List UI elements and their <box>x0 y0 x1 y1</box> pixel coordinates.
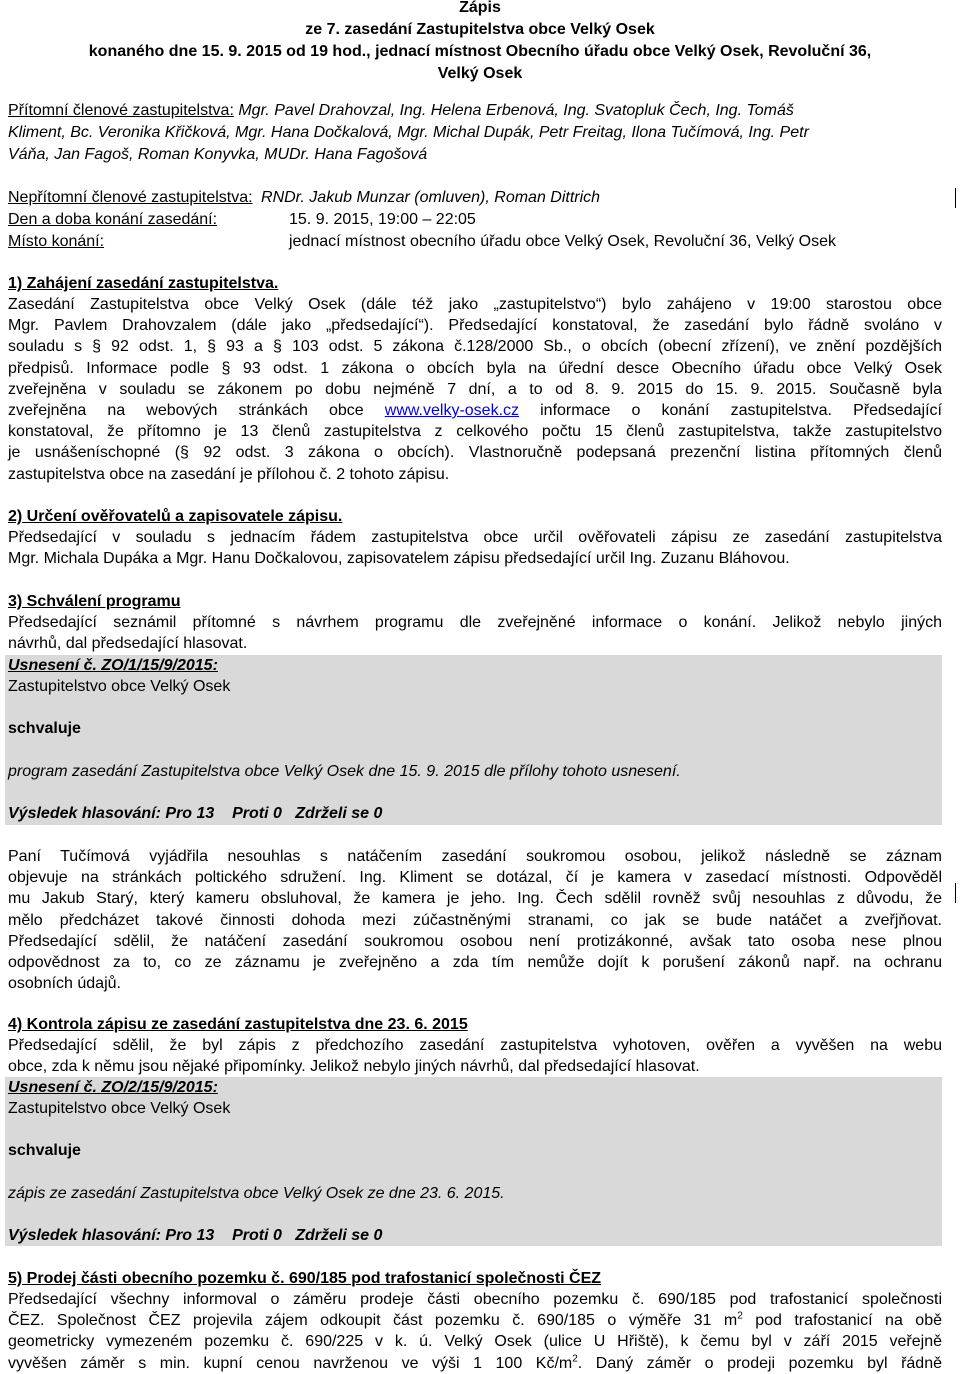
section1-line6 <box>8 400 942 421</box>
discussion-line3: mu Jakub Starý, který kameru obsluhoval, že kamera je jeho. Ing. Čech sdělil rovněž svůj nesouhlas z důvodu, že <box>8 890 942 908</box>
section1-line6-post: informace o konání zastupitelstva. Předsedající <box>519 402 943 420</box>
section2-body <box>8 527 942 569</box>
resolution2-body: Zastupitelstvo obce Velký Osek <box>8 1100 231 1117</box>
discussion-line6: odpovědnost za to, co ze záznamu je zveřejněno a zda tím nemůže dojít k porušení zákonů např. na ochranu <box>8 954 942 972</box>
revision-bar <box>955 188 956 208</box>
meeting-date-value: 15. 9. 2015, 19:00 – 22:05 <box>289 211 476 228</box>
resolution2-id: Usnesení č. ZO/2/15/9/2015: <box>8 1079 218 1096</box>
section5-line4-sup: 2 <box>572 1353 578 1365</box>
section5-line4-pre: vyvěšen záměr s min. kupní cenou navrženou ve výši 1 100 Kč/m <box>8 1354 573 1372</box>
section4-heading: 4) Kontrola zápisu ze zasedání zastupitelstva dne 23. 6. 2015 <box>8 1016 468 1033</box>
present-members-line1 <box>8 100 794 121</box>
section5-line2-pre: ČEZ. Společnost ČEZ projevila zájem odkoupit část pozemku č. 690/185 o výměře 31 m <box>8 1312 738 1330</box>
section3-heading: 3) Schválení programu <box>8 593 181 610</box>
section1-body <box>8 294 942 485</box>
discussion-line7: osobních údajů. <box>8 975 121 993</box>
section3-line1: Předsedající seznámil přítomné s návrhem programu dle zveřejněné informace o konání. Jelikož nebylo jiných <box>8 614 942 631</box>
section1-heading: 1) Zahájení zasedání zastupitelstva. <box>8 275 279 292</box>
present-members-line3: Váňa, Jan Fagoš, Roman Konyvka, MUDr. Hana Fagošová <box>8 146 428 163</box>
section3-discussion <box>8 846 942 994</box>
discussion-line4: mělo předcházet takové činnosti dohoda mezi zúčastněnými stranami, co jak se bude natáčet a zveřjňovat. <box>8 911 942 929</box>
section1-line6-pre: zveřejněna na webových stránkách obce <box>8 402 385 420</box>
section3-body <box>8 612 942 654</box>
section5-line4-post: . Daný záměr o prodeji pozemku byl řádně <box>577 1354 943 1372</box>
section4-body <box>8 1035 942 1077</box>
discussion-line1: Paní Tučímová vyjádřila nesouhlas s natáčením zasedání soukromou osobou, jelikož následně se záznam <box>8 848 942 865</box>
section1-line8: je usnášeníschopné (§ 92 odst. 3 zákona o obcích). Vlastnoručně podepsaná prezenční listina přítomných členů <box>8 444 942 462</box>
revision-bar <box>955 883 956 903</box>
section2-line1: Předsedající v souladu s jednacím řádem zastupitelstva obce určil ověřovateli zápisu ze zasedání zastupitelstva <box>8 529 942 546</box>
section1-line5: zveřejněna v souladu se zákonem po dobu nejméně 7 dní, a to od 8. 9. 2015 do 15. 9. 2015. Současně byla <box>8 380 942 398</box>
resolution1-text: program zasedání Zastupitelstva obce Velký Osek dne 15. 9. 2015 dle přílohy tohoto usnesení. <box>8 763 681 780</box>
meeting-place-row <box>8 231 948 252</box>
section1-line4: předpisů. Informace podle § 93 odst. 1 zákona o obcích byla na úřední desce Obecního úřadu obce Velký Osek <box>8 359 942 377</box>
resolution1-id: Usnesení č. ZO/1/15/9/2015: <box>8 657 218 674</box>
section2-heading: 2) Určení ověřovatelů a zapisovatele zápisu. <box>8 508 343 525</box>
section1-line2: Mgr. Pavlem Drahovzalem (dále jako „předsedající“). Předsedající konstatoval, že zasedání bylo řádně svoláno v <box>8 317 942 335</box>
document-subtitle-meeting: ze 7. zasedání Zastupitelstva obce Velký Osek <box>305 21 655 38</box>
present-members-line2: Kliment, Bc. Veronika Křičková, Mgr. Hana Dočkalová, Mgr. Michal Dupák, Petr Freitag, Ilona Tučímová, Ing. Petr <box>8 124 809 141</box>
section1-line1: Zasedání Zastupitelstva obce Velký Osek (dále též jako „zastupitelstvo“) bylo zahájeno v 19:00 starostou obce <box>8 296 942 313</box>
absent-members-label: Nepřítomní členové zastupitelstva: <box>8 189 253 206</box>
meeting-date-label: Den a doba konání zasedání: <box>8 211 218 228</box>
discussion-line2: objevuje na stránkách poltického sdružení. Ing. Kliment se dotázal, čí je kamera v zasedací místnosti. Odpověděl <box>8 869 942 887</box>
section4-line2: obce, zda k němu jsou nějaké připomínky. Jelikož nebylo jiných návrhů, dal předsedající hlasovat. <box>8 1058 700 1076</box>
section5-line1: Předsedající všechny informoval o záměru prodeje části obecního pozemku č. 690/185 pod trafostanicí společnosti <box>8 1291 942 1308</box>
resolution1-verb: schvaluje <box>8 720 81 737</box>
section5-line2 <box>8 1310 942 1331</box>
section1-line9: zastupitelstva obce na zasedání je přílohou č. 2 tohoto zápisu. <box>8 465 450 483</box>
resolution2-vote: Výsledek hlasování: Pro 13 Proti 0 Zdrželi se 0 <box>8 1227 383 1244</box>
present-members-label: Přítomní členové zastupitelstva: <box>8 102 234 119</box>
section5-line4 <box>8 1353 942 1374</box>
section3-line2: návrhů, dal předsedající hlasovat. <box>8 635 248 653</box>
section1-line7: konstatoval, že přítomno je 13 členů zastupitelstva z celkového počtu 15 členů zastupitelstva, takže zastupitelstvo <box>8 423 942 441</box>
resolution1-vote: Výsledek hlasování: Pro 13 Proti 0 Zdrželi se 0 <box>8 805 383 822</box>
section5-line2-sup: 2 <box>737 1310 743 1322</box>
section1-line3: souladu s § 92 odst. 1, § 93 a § 103 odst. 5 zákona č.128/2000 Sb., o obcích (obecní zřízení), ve znění pozdějších <box>8 338 942 356</box>
resolution2-text: zápis ze zasedání Zastupitelstva obce Velký Osek ze dne 23. 6. 2015. <box>8 1185 505 1202</box>
resolution2-verb: schvaluje <box>8 1142 81 1159</box>
document-title: Zápis <box>459 0 501 16</box>
meeting-place-label: Místo konání: <box>8 233 105 250</box>
document-subtitle-venue: konaného dne 15. 9. 2015 od 19 hod., jednací místnost Obecního úřadu obce Velký Osek, Revoluční 36, <box>88 43 872 60</box>
meeting-date-row <box>8 209 948 230</box>
resolution1-body: Zastupitelstvo obce Velký Osek <box>8 678 231 695</box>
absent-members-row <box>8 187 948 208</box>
document-subtitle-town: Velký Osek <box>437 65 523 82</box>
section4-line1: Předsedající sdělil, že byl zápis z předchozího zasedání zastupitelstva vyhotoven, ověřen a vyvěšen na webu <box>8 1037 942 1054</box>
section5-heading: 5) Prodej části obecního pozemku č. 690/185 pod trafostanicí společnosti ČEZ <box>8 1270 602 1287</box>
absent-members-value: RNDr. Jakub Munzar (omluven), Roman Dittrich <box>261 189 601 206</box>
present-members-names1: Mgr. Pavel Drahovzal, Ing. Helena Erbenová, Ing. Svatopluk Čech, Ing. Tomáš <box>233 102 794 119</box>
village-website-link[interactable]: www.velky-osek.cz <box>384 402 520 420</box>
section5-line2-post: pod trafostanicí na obě <box>742 1312 942 1330</box>
meeting-place-value: jednací místnost obecního úřadu obce Velký Osek, Revoluční 36, Velký Osek <box>289 233 836 250</box>
section5-body <box>8 1289 942 1374</box>
section2-line2: Mgr. Michala Dupáka a Mgr. Hanu Dočkalovou, zapisovatelem zápisu předsedající určil Ing. Zuzanu Bláhovou. <box>8 550 790 568</box>
section5-line3: geometricky vymezeném pozemku č. 690/225 v k. ú. Velký Osek (ulice U Hřiště), k čemu byl v září 2015 veřejně <box>8 1333 942 1351</box>
discussion-line5: Předsedající sdělil, že natáčení zasedání soukromou osobou není protizákonné, avšak tato osoba nese plnou <box>8 932 942 950</box>
